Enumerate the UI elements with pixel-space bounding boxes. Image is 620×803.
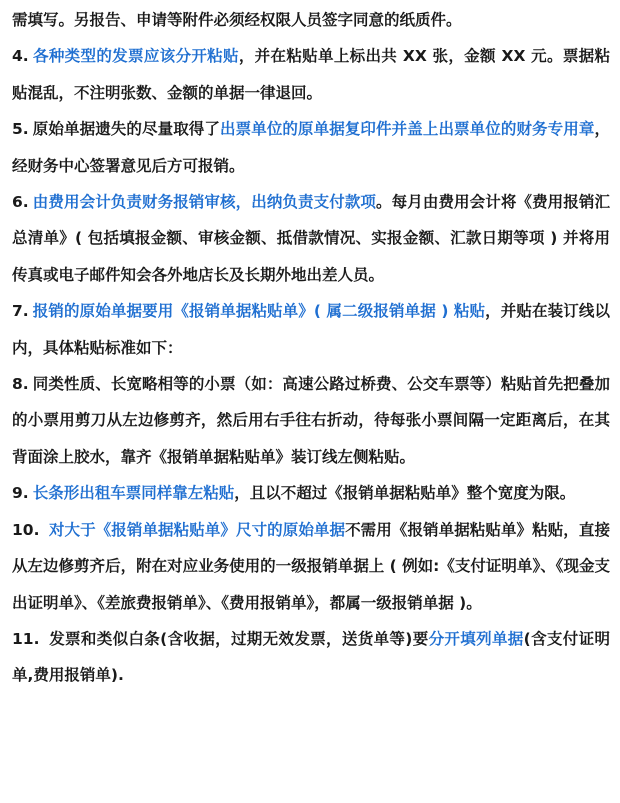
list-item-8 — [12, 366, 610, 475]
item-number: 4. — [12, 47, 29, 66]
item-text: ，并贴在装订线以内，具体粘贴标准如下： — [12, 302, 610, 357]
list-item-11 — [12, 621, 610, 694]
item-text: 原始单据遗失的尽量取得了 — [32, 120, 221, 139]
item-highlight: 分开填列单据 — [428, 629, 524, 648]
item-text: (含支付证明单,费用报销单). — [12, 629, 610, 685]
item-number: 9. — [12, 484, 29, 503]
item-number: 8. — [12, 375, 29, 394]
item-highlight: 由费用会计负责财务报销审核，出纳负责支付款项 — [32, 193, 377, 212]
item-highlight: 出票单位的原单据复印件并盖上出票单位的财务专用章 — [220, 120, 595, 139]
list-item-7 — [12, 293, 610, 366]
item-highlight: 各种类型的发票应该分开粘贴 — [32, 47, 239, 66]
item-number: 11. — [12, 629, 40, 648]
item-highlight: 报销的原始单据要用《报销单据粘贴单》( 属二级报销单据 ) 粘贴 — [32, 302, 486, 321]
list-item-5 — [12, 111, 610, 184]
item-text: ，并在粘贴单上标出共 XX 张，金额 XX 元。票据粘贴混乱，不注明张数、金额的单据一律退回。 — [12, 47, 610, 102]
item-text: 不需用《报销单据粘贴单》粘贴，直接从左边修剪齐后，附在对应业务使用的一级报销单据上 ( 例如:《支付证明单》、《现金支出证明单》、《差旅费报销单》、《费用报销单》，都属一级报销单据 )。 — [12, 520, 610, 612]
item-number: 10. — [12, 520, 40, 539]
item-text: ，经财务中心签署意见后方可报销。 — [12, 120, 610, 175]
item-text: 。每月由费用会计将《费用报销汇总清单》( 包括填报金额、审核金额、抵借款情况、实报金额、汇款日期等项 ) 并将用传真或电子邮件知会各外地店长及长期外地出差人员。 — [12, 193, 610, 284]
list-item-6 — [12, 184, 610, 293]
item-text: 同类性质、长宽略相等的小票（如：高速公路过桥费、公交车票等）粘贴首先把叠加的小票用剪刀从左边修剪齐，然后用右手往右折动，待每张小票间隔一定距离后，在其背面涂上胶水，靠齐《报销单据粘贴单》装订线左侧粘贴。 — [12, 375, 610, 466]
list-item-4 — [12, 38, 610, 111]
item-number: 6. — [12, 193, 29, 212]
list-item-9 — [12, 475, 610, 511]
item-number: 5. — [12, 120, 29, 139]
list-item-10 — [12, 512, 610, 621]
item-number: 7. — [12, 302, 29, 321]
item-highlight: 长条形出租车票同样靠左粘贴 — [32, 484, 235, 503]
item-text: ，且以不超过《报销单据粘贴单》整个宽度为限。 — [234, 484, 576, 503]
item-highlight: 对大于《报销单据粘贴单》尺寸的原始单据 — [43, 520, 346, 539]
item-text: 发票和类似白条(含收据，过期无效发票，送货单等)要 — [43, 629, 429, 648]
fragment-line: 需填写。另报告、申请等附件必须经权限人员签字同意的纸质件。 — [12, 11, 462, 29]
